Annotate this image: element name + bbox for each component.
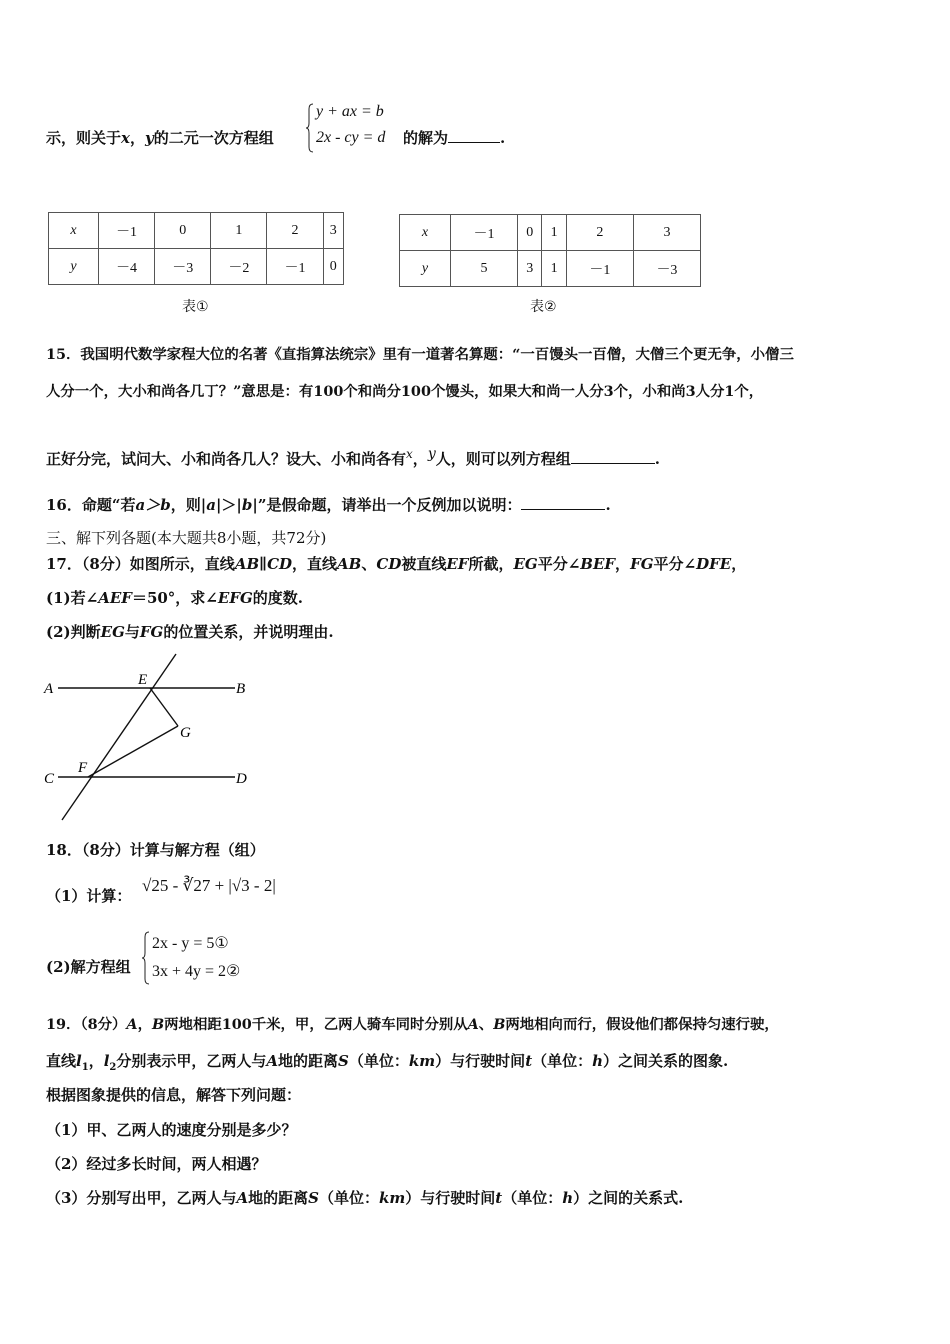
q17-part-1: (1)若∠AEF＝50°，求∠EFG的度数. xyxy=(46,589,304,607)
point-label-c: C xyxy=(44,771,55,787)
table-cell: 3 xyxy=(518,251,542,287)
table-cell: 2 xyxy=(566,215,633,251)
q19-sub-3: （3）分别写出甲，乙两人与A地的距离S（单位：km）与行驶时间t（单位：h）之间的关系式. xyxy=(46,1189,684,1207)
table-cell: x xyxy=(400,215,451,251)
point-label-g: G xyxy=(180,725,191,741)
table-cell: y xyxy=(49,249,99,285)
q15-line-2: 人分一个，大小和尚各几丁？”意思是：有100个和尚分100个馒头，如果大和尚一人分3个，小和尚3人分1个， xyxy=(46,383,764,400)
q14-equation-system xyxy=(306,103,406,153)
table-cell: 2 xyxy=(267,213,323,249)
q14-equation-1: y + ax = b xyxy=(316,103,384,120)
table-row-y xyxy=(400,251,701,287)
table-row-y xyxy=(49,249,344,285)
segment-fg xyxy=(88,726,178,777)
q18-part-1-label: （1）计算： xyxy=(46,887,132,905)
section-3-title: 三、解下列各题(本大题共8小题，共72分) xyxy=(46,529,327,547)
table-2-caption: 表② xyxy=(530,299,557,315)
answer-blank[interactable] xyxy=(571,449,655,464)
table-cell: 1 xyxy=(542,251,566,287)
q14-suffix: 的解为 . xyxy=(403,129,506,147)
table-cell: y xyxy=(400,251,451,287)
table-cell: －3 xyxy=(633,251,700,287)
q18-stem: 18．（8分）计算与解方程（组） xyxy=(46,841,265,859)
brace-icon xyxy=(142,931,150,985)
point-label-f: F xyxy=(78,760,88,776)
table-cell: －1 xyxy=(99,213,155,249)
q18-part-2-label: (2)解方程组 xyxy=(46,958,131,976)
q19-sub-1: （1）甲、乙两人的速度分别是多少？ xyxy=(46,1121,297,1139)
table-cell: －3 xyxy=(155,249,211,285)
q17-part-2: (2)判断EG与FG的位置关系，并说明理由. xyxy=(46,623,334,641)
q15-line-1: 15．我国明代数学家程大位的名著《直指算法统宗》里有一道著名算题：“一百馒头一百僧，大僧三个更无争，小僧三 xyxy=(46,346,794,363)
table-cell: 1 xyxy=(542,215,566,251)
answer-blank[interactable] xyxy=(521,495,605,510)
q18-equation-2: 3x + 4y = 2② xyxy=(152,963,241,980)
q18-equation-system xyxy=(142,931,262,985)
table-cell: －1 xyxy=(451,215,518,251)
table-cell: －2 xyxy=(211,249,267,285)
table-cell: 5 xyxy=(451,251,518,287)
answer-blank[interactable] xyxy=(448,128,500,143)
q15-line-3: 正好分完，试问大、小和尚各几人？设大、小和尚各有$^x$，$^y$人，则可以列方程组 . xyxy=(46,446,660,468)
value-table-1 xyxy=(48,212,344,285)
table-cell: 0 xyxy=(518,215,542,251)
table-row-x xyxy=(49,213,344,249)
q19-line-3: 根据图象提供的信息，解答下列问题： xyxy=(46,1086,302,1104)
q14-line: 示，则关于x，y的二元一次方程组 xyxy=(46,129,274,147)
segment-eg xyxy=(150,688,178,726)
point-label-b: B xyxy=(236,681,246,697)
parallel-lines-figure xyxy=(40,648,270,828)
q18-part-1-expression: √25 - ∛27 + |√3 - 2| xyxy=(142,876,276,895)
q19-line-1: 19．（8分）A，B两地相距100千米，甲，乙两人骑车同时分别从A、B两地相向而行，假设他们都保持匀速行驶， xyxy=(46,1016,779,1033)
table-cell: －4 xyxy=(99,249,155,285)
table-cell: 0 xyxy=(323,249,343,285)
table-cell: 3 xyxy=(633,215,700,251)
q14-equation-2: 2x - cy = d xyxy=(316,129,386,146)
point-label-d: D xyxy=(236,771,247,787)
q19-sub-2: （2）经过多长时间，两人相遇？ xyxy=(46,1155,267,1173)
table-cell: 1 xyxy=(211,213,267,249)
q16-line: 16．命题“若a＞b，则|a|＞|b|”是假命题，请举出一个反例加以说明： . xyxy=(46,496,611,514)
table-cell: 3 xyxy=(323,213,343,249)
table-cell: －1 xyxy=(566,251,633,287)
q18-equation-1: 2x - y = 5① xyxy=(152,935,229,952)
table-row-x xyxy=(400,215,701,251)
table-cell: x xyxy=(49,213,99,249)
table-1-caption: 表① xyxy=(182,299,209,315)
point-label-e: E xyxy=(138,672,148,688)
value-table-2 xyxy=(399,214,701,287)
q17-stem: 17．（8分）如图所示，直线AB∥CD，直线AB、CD被直线EF所截，EG平分∠BEF，FG平分∠DFE， xyxy=(46,555,747,573)
table-cell: 0 xyxy=(155,213,211,249)
table-cell: －1 xyxy=(267,249,323,285)
point-label-a: A xyxy=(44,681,54,697)
brace-icon xyxy=(306,103,314,153)
q19-line-2: 直线$l_1$，$l_2$分别表示甲，乙两人与A地的距离S（单位：km）与行驶时间t（单位：h）之间关系的图象. xyxy=(46,1052,729,1073)
